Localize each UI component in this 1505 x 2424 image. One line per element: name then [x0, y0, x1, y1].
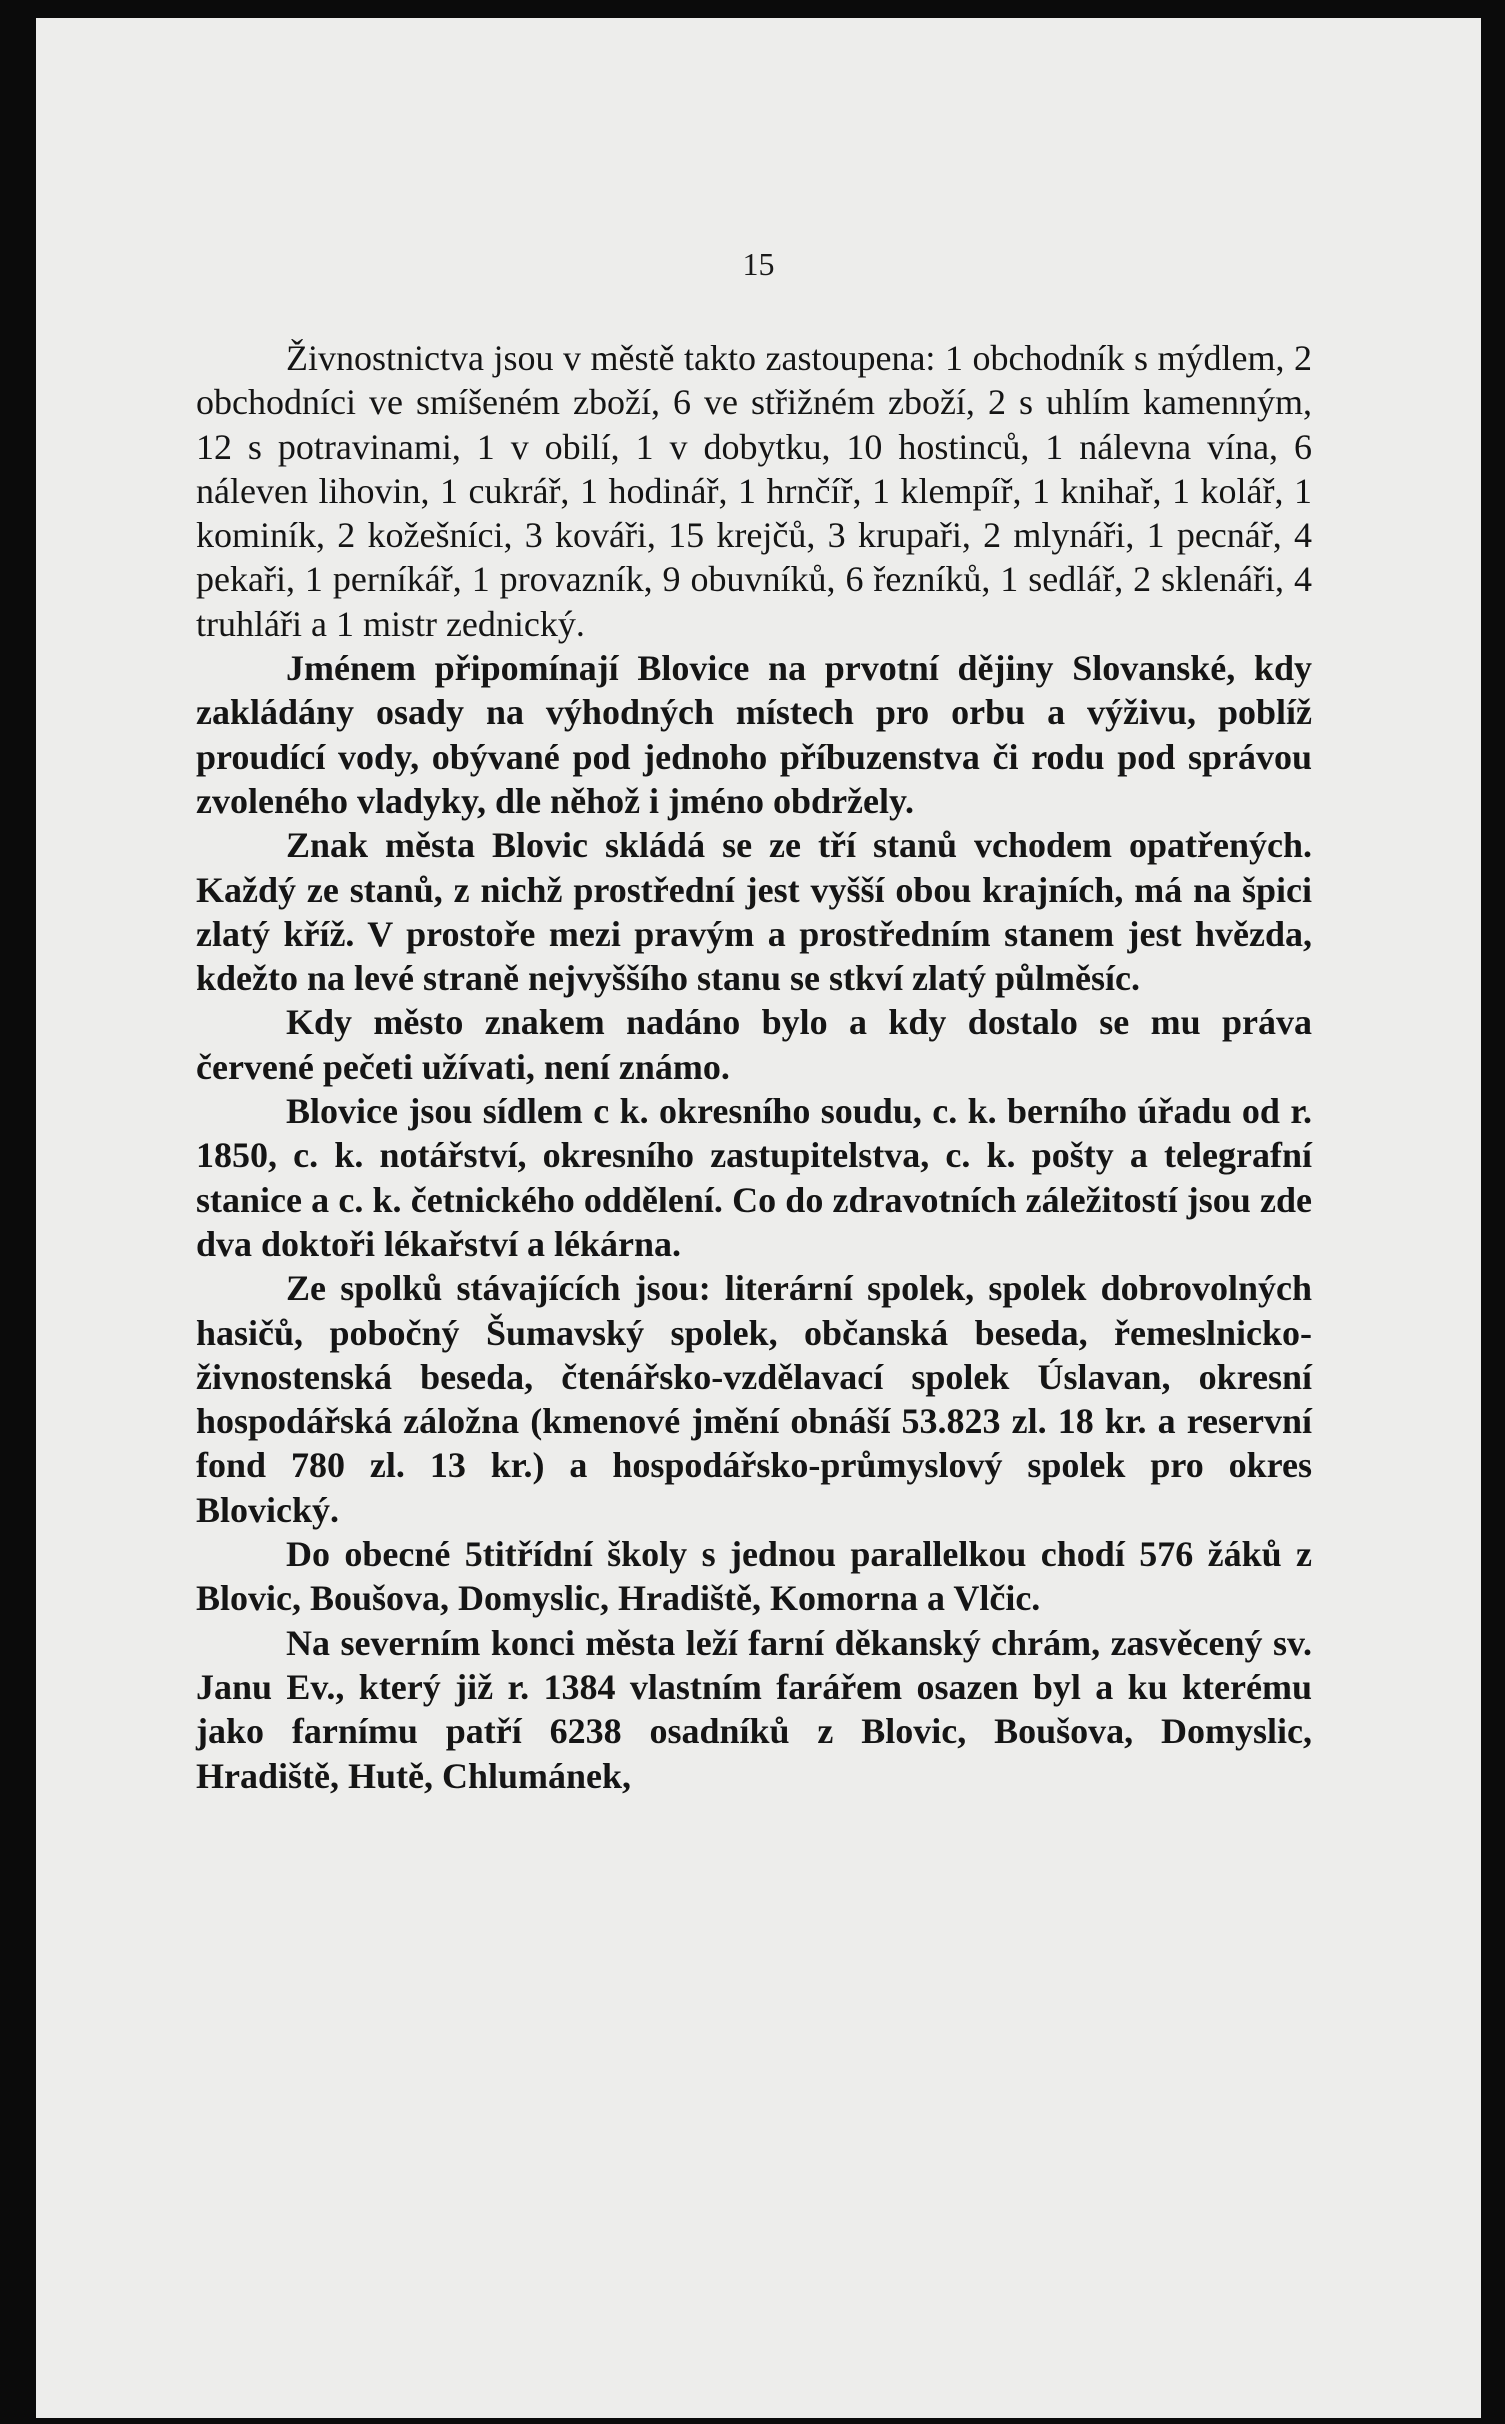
paragraph-associations: Ze spolků stávajících jsou: literární spolek, spolek dobrovolných hasičů, pobočný Šumavský spolek, občanská beseda, řemeslnicko-živnostenská beseda, čtenářsko-vzdělavací spolek Úslavan, okresní hospodářská záložna (kmenové jmění obnáší 53.823 zl. 18 kr. a reservní fond 780 zl. 13 kr.) a hospodářsko-průmyslový spolek pro okres Blovický. [196, 1268, 1312, 1530]
paragraph-coat-of-arms: Znak města Blovic skládá se ze tří stanů vchodem opatřených. Každý ze stanů, z nichž prostřední jest vyšší obou krajních, má na špici zlatý kříž. V prostoře mezi pravým a prostředním stanem jest hvězda, kdežto na levé straně nejvyššího stanu se stkví zlatý půlměsíc. [196, 825, 1312, 999]
book-page [36, 18, 1481, 2418]
body-text [196, 336, 1312, 1798]
paragraph-seal-rights: Kdy město znakem nadáno bylo a kdy dostalo se mu práva červené pečeti užívati, není známo. [196, 1002, 1312, 1087]
page-number: 15 [742, 246, 775, 282]
paragraph-school: Do obecné 5titřídní školy s jednou parallelkou chodí 576 žáků z Blovic, Boušova, Domyslic, Hradiště, Komorna a Vlčic. [196, 1534, 1312, 1619]
paragraph-church: Na severním konci města leží farní děkanský chrám, zasvěcený sv. Janu Ev., který již r. 1384 vlastním farářem osazen byl a ku kterému jako farnímu patří 6238 osadníků z Blovic, Boušova, Domyslic, Hradiště, Hutě, Chlumánek, [196, 1622, 1312, 1796]
paragraph-trades: Živnostnictva jsou v městě takto zastoupena: 1 obchodník s mýdlem, 2 obchodníci ve smíšeném zboží, 6 ve střižném zboží, 2 s uhlím kamenným, 12 s potravinami, 1 v obilí, 1 v dobytku, 10 hostinců, 1 nálevna vína, 6 náleven lihovin, 1 cukrář, 1 hodinář, 1 hrnčíř, 1 klempíř, 1 knihař, 1 kolář, 1 kominík, 2 kožešníci, 3 kováři, 15 krejčů, 3 krupaři, 2 mlynáři, 1 pecnář, 4 pekaři, 1 perníkář, 1 provazník, 9 obuvníků, 6 řezníků, 1 sedlář, 2 sklenáři, 4 truhláři a 1 mistr zednický. [196, 338, 1312, 644]
paragraph-offices: Blovice jsou sídlem c k. okresního soudu, c. k. berního úřadu od r. 1850, c. k. notářství, okresního zastupitelstva, c. k. pošty a telegrafní stanice a c. k. četnického oddělení. Co do zdravotních záležitostí jsou zde dva doktoři lékařství a lékárna. [196, 1091, 1312, 1264]
paragraph-name-origin: Jménem připomínají Blovice na prvotní dějiny Slovanské, kdy zakládány osady na výhodných místech pro orbu a výživu, poblíž proudící vody, obývané pod jednoho příbuzenstva či rodu pod správou zvoleného vladyky, dle něhož i jméno obdržely. [196, 648, 1312, 821]
